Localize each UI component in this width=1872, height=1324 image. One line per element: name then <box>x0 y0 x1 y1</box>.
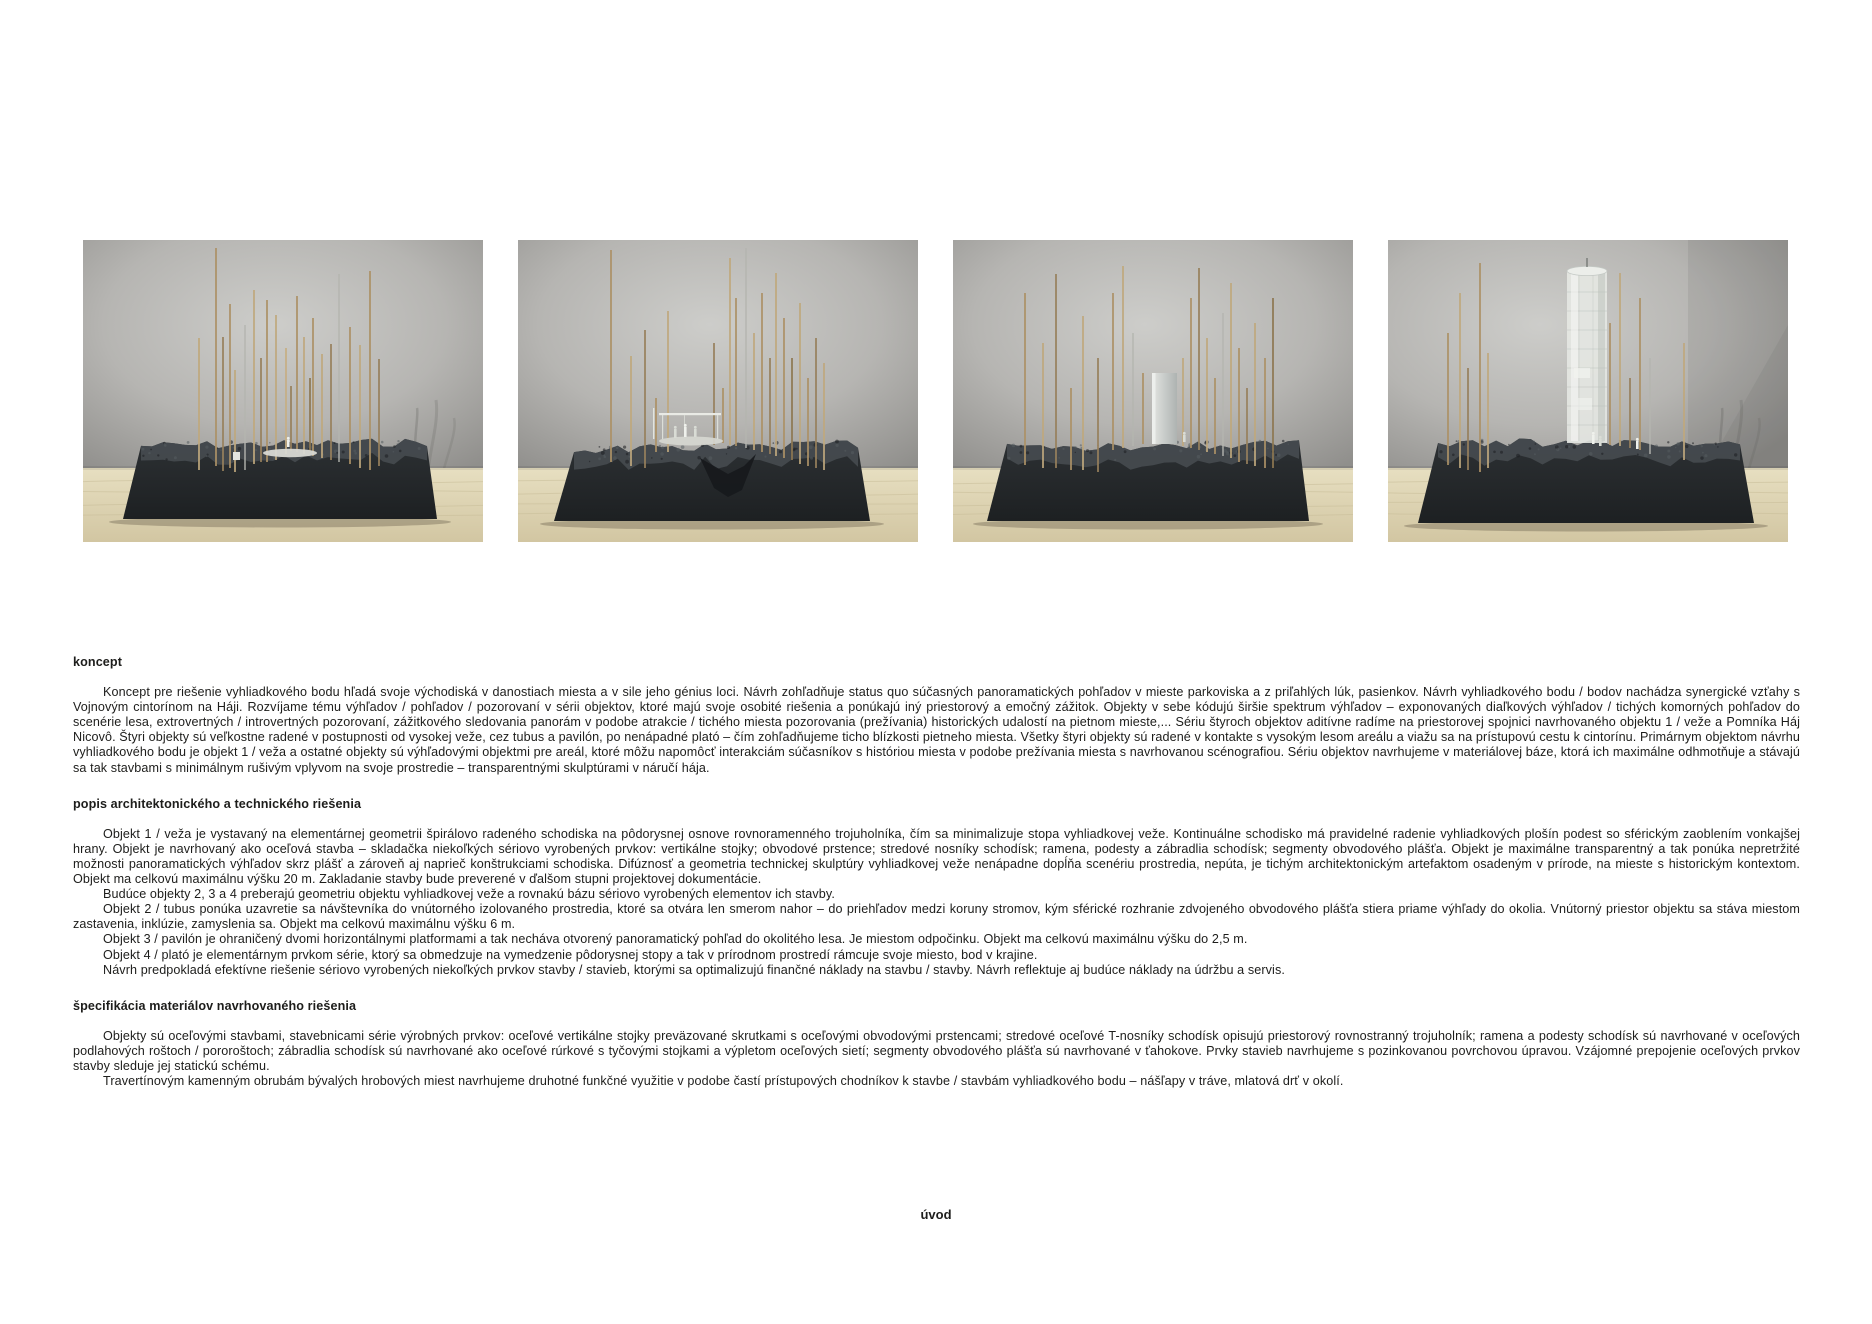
page-footer <box>0 1206 1872 1224</box>
model-photo-3-image <box>953 240 1353 542</box>
model-photo-1-image <box>83 240 483 542</box>
model-photo-row <box>83 240 1789 542</box>
model-photo-4 <box>1388 240 1788 542</box>
paragraph-objekt-3: Objekt 3 / pavilón je ohraničený dvomi horizontálnymi platformami a tak necháva otvorený panoramatický pohľad do okolitého lesa. Je miestom odpočinku. Objekt ma celkovú maximálnu výšku do 2,5 m. <box>103 932 1248 947</box>
paragraph-buduce-objekty: Budúce objekty 2, 3 a 4 preberajú geometriu objektu vyhliadkovej veže a rovnakú bázu sériovo vyrobených elementov ich stavby. <box>103 887 835 902</box>
model-photo-1 <box>83 240 483 542</box>
model-photo-2 <box>518 240 918 542</box>
section-heading-koncept: koncept <box>73 655 122 669</box>
text-block <box>73 655 1800 1089</box>
paragraph-navrh-naklady: Návrh predpokladá efektívne riešenie sériovo vyrobených niekoľkých prvkov stavby / stavieb, ktorými sa optimalizujú finančné náklady na stavbu / stavby. Návrh reflektuje aj budúce náklady na údržbu a servis. <box>103 962 1285 977</box>
page-footer-label: úvod <box>920 1207 952 1222</box>
paragraph-objekt-4: Objekt 4 / plató je elementárnym prvkom série, ktorý sa obmedzuje na vymedzenie pôdorysnej stopy a tak v prírodnom prostredí rámcuje svoje miesto, bod v krajine. <box>103 947 1038 962</box>
section-heading-popis: popis architektonického a technického riešenia <box>73 796 362 811</box>
paragraph-objekt-2: Objekt 2 / tubus ponúka uzavretie sa návštevníka do vnútorného izolovaného prostredia, ktoré sa otvára len smerom nahor – do priehľadov medzi koruny stromov, kým sférické rozhranie zdvojeného obvodového plášťa stiera priame výhľady do okolia. Vnútorný priestor objektu sa stáva miestom zastavenia, inklúzie, zamyslenia sa. Objekt ma celkovú maximálnu výšku 6 m. <box>73 902 1800 932</box>
model-photo-2-image <box>518 240 918 542</box>
paragraph-objekt-1: Objekt 1 / veža je vystavaný na elementárnej geometrii špirálovo radeného schodiska na pôdorysnej osnove rovnoramenného trojuholníka, čím sa minimalizuje stopa vyhliadkovej veže. Kontinuálne schodisko má pravidelné radenie vyhliadkových plošín podest so sférickým zaoblením vonkajšej hrany. Objekt je navrhovaný ako oceľová stavba – skladačka niekoľkých sériovo vyrobených prvkov: vertikálne stojky; obvodové prstence; stredové nosníky schodísk; ramena, podesty a zábradlia schodísk; segmenty obvodového plášťa. Objekt je maximálne transparentný a tak ponúka nepretržité možnosti panoramatických výhľadov skrz plášť a zároveň aj naprieč konštrukciami schodiska. Difúznosť a geometria technickej skulptúry vyhliadkovej veže nenápadne dopĺňa scenériu prostredia, nepúta, je tichým architektonickým artefaktom osadeným v prírode, na mieste s historickým kontextom. Objekt ma celkovú maximálnu výšku 20 m. Zakladanie stavby bude preverené v ďalšom stupni projektovej dokumentácie. <box>73 826 1800 887</box>
paragraph-materialy: Objekty sú oceľovými stavbami, stavebnicami série výrobných prvkov: oceľové vertikálne stojky preväzované skrutkami s oceľovými obvodovými prstencami; stredové oceľové T-nosníky schodísk opisujú priestorový rovnostranný trojuholník; ramena a podesty schodísk sú navrhované v oceľových podlahových roštoch / pororoštoch; zábradlia schodísk sú navrhované ako oceľové rúrkové s tyčovými stojkami a výpletom oceľových sietí; segmenty obvodového plášťa sú navrhované v ťahokove. Prvky stavieb navrhujeme s pozinkovanou povrchovou úpravou. Vzájomné prepojenie oceľových prvkov stavby sleduje jej statickú schému. <box>73 1028 1800 1073</box>
model-photo-3 <box>953 240 1353 542</box>
paragraph-travertin: Travertínovým kamenným obrubám bývalých hrobových miest navrhujeme druhotné funkčné využitie v podobe častí prístupových chodníkov k stavbe / stavbám vyhliadkového bodu – nášľapy v tráve, mlatová drť v okolí. <box>103 1074 1344 1089</box>
paragraph-koncept: Koncept pre riešenie vyhliadkového bodu hľadá svoje východiská v danostiach miesta a v sile jeho génius loci. Návrh zohľadňuje status quo súčasných panoramatických pohľadov v mieste parkoviska a z priľahlých lúk, pasienkov. Návrh vyhliadkového bodu / bodov nachádza synergické vzťahy s Vojnovým cintorínom na Háji. Rozvíjame tému výhľadov / pohľadov / pozorovaní v sérii objektov, ktoré majú svoje osobité riešenia a ponúkajú iný priestorový a emočný zážitok. Objekty v sebe kódujú širšie spektrum výhľadov – exponovaných diaľkových výhľadov / tichých komorných pohľadov do scenérie lesa, extrovertných / introvertných pozorovaní, zážitkového sledovania panorám v podobe atrakcie / tichého miesta pozorovania (prežívania) historických udalostí na pietnom mieste,... Sériu štyroch objektov aditívne radíme na priestorovej spojnici navrhovaného objektu 1 / veže a Pomníka Háj Nicovô. Štyri objekty sú veľkostne radené v postupnosti od vysokej veže, cez tubus a pavilón, po nenápadné plató – čím zohľadňujeme ticho blízkosti pietneho miesta. Všetky štyri objekty sú radené v kontakte s vysokým lesom areálu a viažu sa na prístupovú cestu k cintorínu. Primárnym objektom návrhu vyhliadkového bodu je objekt 1 / veža a ostatné objekty sú výhľadovými objektmi pre areál, ktoré môžu napomôcť interakciám súčasníkov s históriou miesta v podobe prežívania miesta s navrhovanou scénografiou. Sériu objektov navrhujeme v materiálovej báze, ktorá ich maximálne odhmotňuje a stávajú sa tak stavbami s minimálnym rušivým vplyvom na svoje prostredie – transparentnými skulptúrami v náručí hája. <box>73 685 1800 775</box>
model-photo-4-image <box>1388 240 1788 542</box>
section-heading-specifikacia: špecifikácia materiálov navrhovaného riešenia <box>73 998 357 1013</box>
